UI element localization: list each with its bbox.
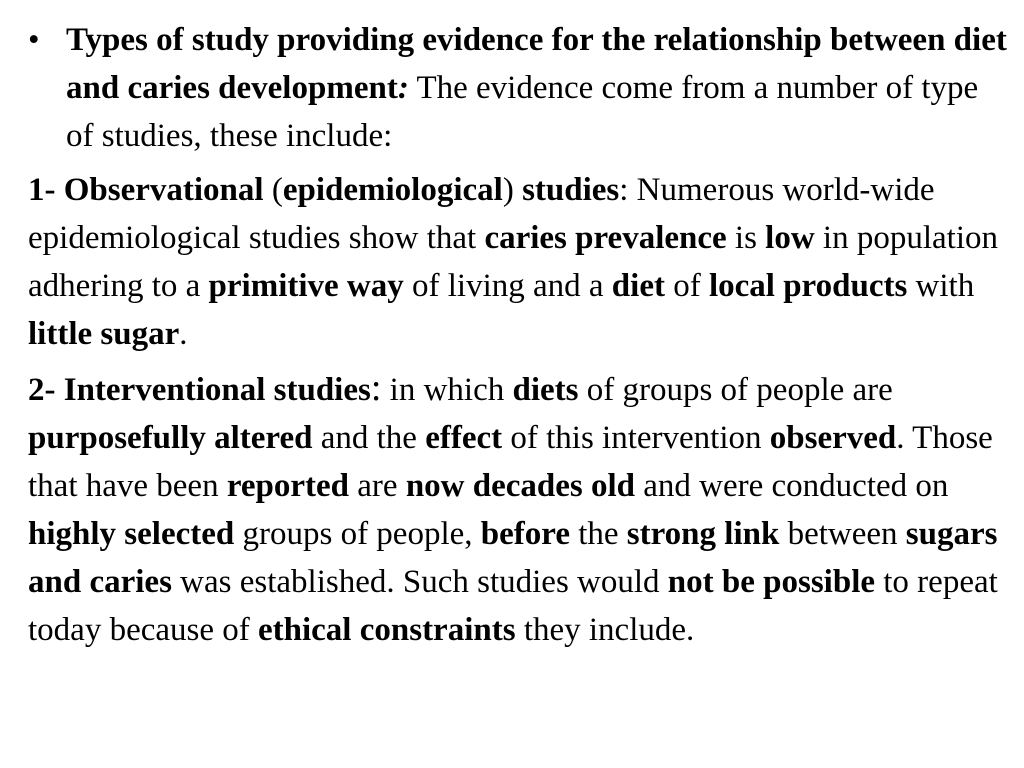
interventional-bold: not be possible xyxy=(667,564,876,600)
observational-open-paren: ( xyxy=(263,172,283,208)
observational-bold: primitive way xyxy=(208,268,404,304)
interventional-bold: reported xyxy=(226,468,350,504)
observational-bold: little sugar xyxy=(28,316,180,352)
observational-bold: local products xyxy=(708,268,908,304)
interventional-text: groups of people, xyxy=(234,516,481,552)
interventional-text: to repeat today because of xyxy=(28,564,998,648)
interventional-bold: purposefully altered xyxy=(28,420,313,456)
observational-close-paren: ) xyxy=(502,172,523,208)
observational-text: . xyxy=(179,316,188,352)
observational-label-end: studies xyxy=(522,172,620,208)
observational-text: : Numerous world-wide epidemiological studies show that xyxy=(28,172,935,256)
intro-heading: Types of study providing evidence for the relationship between diet and caries development xyxy=(66,22,1007,106)
interventional-bold: diets xyxy=(512,372,579,408)
interventional-bold: observed xyxy=(769,420,897,456)
interventional-bold: strong link xyxy=(626,516,780,552)
intro-heading-colon: : xyxy=(397,70,409,106)
observational-paragraph xyxy=(28,166,1008,358)
interventional-bold: sugars and caries xyxy=(28,516,998,600)
interventional-text: was established. Such studies would xyxy=(171,564,668,600)
bullet-icon: • xyxy=(28,22,40,58)
observational-label-inner: epidemiological xyxy=(282,172,503,208)
observational-text: with xyxy=(907,268,975,304)
intro-text: The evidence come from a number of type of studies, these include: xyxy=(66,70,979,154)
interventional-bold: before xyxy=(480,516,570,552)
interventional-text: and the xyxy=(312,420,426,456)
interventional-text: . Those that have been xyxy=(28,420,993,504)
interventional-bold: effect xyxy=(425,420,503,456)
interventional-paragraph xyxy=(28,364,1008,654)
interventional-colon: : xyxy=(370,367,382,409)
observational-text: of living and a xyxy=(403,268,612,304)
observational-text: of xyxy=(664,268,709,304)
observational-bold: caries prevalence xyxy=(484,220,727,256)
interventional-bold: now decades old xyxy=(405,468,636,504)
interventional-bold: ethical constraints xyxy=(258,612,516,648)
interventional-text: are xyxy=(349,468,406,504)
observational-label: 1- Observational xyxy=(28,172,264,208)
observational-bold: low xyxy=(765,220,815,256)
observational-text: is xyxy=(726,220,766,256)
interventional-label: 2- Interventional studies xyxy=(28,372,371,408)
intro-bullet-paragraph xyxy=(28,16,1008,160)
interventional-text: in which xyxy=(381,372,513,408)
interventional-text: of this intervention xyxy=(502,420,770,456)
interventional-text: between xyxy=(779,516,906,552)
interventional-text: and were conducted on xyxy=(635,468,949,504)
observational-bold: diet xyxy=(611,268,665,304)
interventional-text: they include. xyxy=(515,612,695,648)
interventional-text: of groups of people are xyxy=(578,372,893,408)
slide-content xyxy=(28,16,1008,660)
observational-text: in population adhering to a xyxy=(28,220,998,304)
interventional-text: the xyxy=(569,516,627,552)
interventional-bold: highly selected xyxy=(28,516,235,552)
